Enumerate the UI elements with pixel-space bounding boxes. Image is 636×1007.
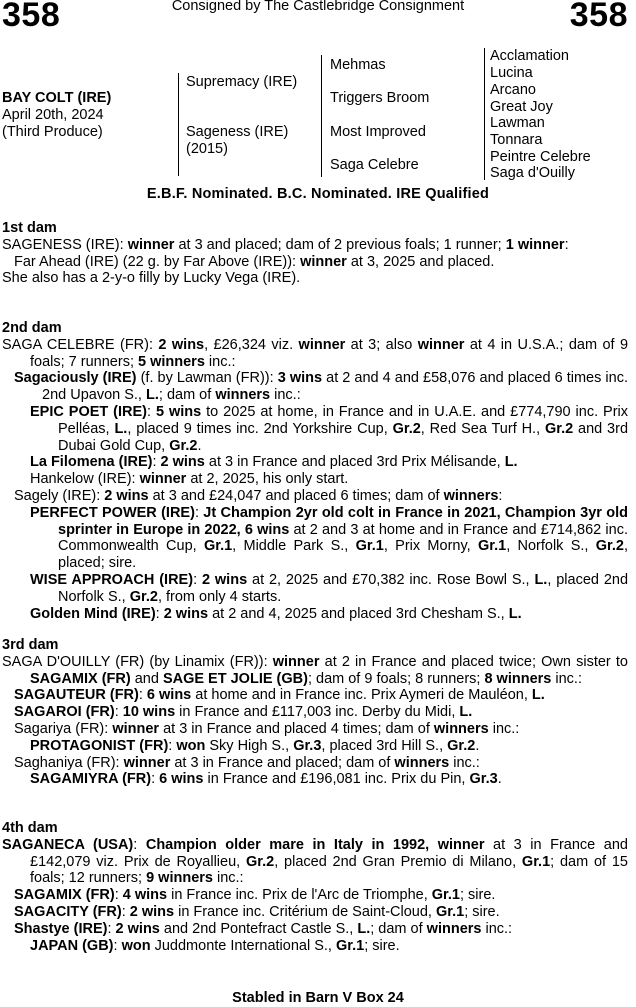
third-dam-grandchild-sagamiyra: SAGAMIYRA (FR): 6 wins in France and £196,081 inc. Prix du Pin, Gr.3. xyxy=(30,771,502,788)
pedigree-gen4-8: Saga d'Ouilly xyxy=(490,165,575,181)
second-dam-grandchild-golden-mind: Golden Mind (IRE): 2 wins at 2 and 4, 2025 and placed 3rd Chesham S., L. xyxy=(30,605,522,622)
pedigree-gen4-2: Lucina xyxy=(490,65,533,81)
first-dam-heading: 1st dam xyxy=(2,220,57,236)
fourth-dam-produce-sagamix: SAGAMIX (FR): 4 wins in France inc. Prix de l'Arc de Triomphe, Gr.1; sire. xyxy=(14,887,496,904)
pedigree-dam-year: (2015) xyxy=(186,141,228,157)
third-dam-section xyxy=(2,637,628,788)
second-dam-grandchild-wise-approach: WISE APPROACH (IRE): 2 wins at 2, 2025 and £70,382 inc. Rose Bowl S., L., placed 2nd Norfolk S., Gr.2, from only 4 starts. xyxy=(30,571,629,605)
second-dam-grandchild-la-filomena: La Filomena (IRE): 2 wins at 3 in France and placed 3rd Prix Mélisande, L. xyxy=(30,454,518,471)
third-dam-produce-sagauteur: SAGAUTEUR (FR): 6 wins at home and in France inc. Prix Aymeri de Mauléon, L. xyxy=(14,687,545,704)
third-dam-heading: 3rd dam xyxy=(2,637,59,653)
second-dam-grandchild-hankelow: Hankelow (IRE): winner at 2, 2025, his only start. xyxy=(30,471,349,488)
pedigree-bracket-2 xyxy=(321,55,322,177)
pedigree-gen4-4: Great Joy xyxy=(490,99,553,115)
pedigree-gen3-4: Saga Celebre xyxy=(330,157,419,173)
second-dam-produce-sagaciously: Sagaciously (IRE) (f. by Lawman (FR)): 3 wins at 2 and 4 and £58,076 and placed 6 times inc. 2nd Upavon S., L.; dam of winners inc.: xyxy=(14,370,628,404)
pedigree-gen3-2: Triggers Broom xyxy=(330,90,430,106)
nominations-line: E.B.F. Nominated. B.C. Nominated. IRE Qualified xyxy=(146,186,490,202)
third-dam-produce-sagariya: Sagariya (FR): winner at 3 in France and placed 4 times; dam of winners inc.: xyxy=(14,720,520,737)
produce-note: (Third Produce) xyxy=(2,124,103,140)
third-dam-produce-sagaroi: SAGAROI (FR): 10 wins in France and £117,003 inc. Derby du Midi, L. xyxy=(14,704,473,721)
second-dam-heading: 2nd dam xyxy=(2,320,62,336)
pedigree-sire: Supremacy (IRE) xyxy=(186,74,298,90)
first-dam-summary: SAGENESS (IRE): winner at 3 and placed; dam of 2 previous foals; 1 runner; 1 winner: xyxy=(2,236,569,253)
pedigree-gen4-3: Arcano xyxy=(490,82,536,98)
fourth-dam-produce-sagacity: SAGACITY (FR): 2 wins in France inc. Critérium de Saint-Cloud, Gr.1; sire. xyxy=(14,903,500,920)
fourth-dam-summary: SAGANECA (USA): Champion older mare in Italy in 1992, winner at 3 in France and £142,079 viz. Prix de Royallieu, Gr.2, placed 2nd Gran Premio di Milano, Gr.1; dam of 15 foals; 12 runners; 9 winners inc.: xyxy=(2,836,628,887)
third-dam-produce-saghaniya: Saghaniya (FR): winner at 3 in France and placed; dam of winners inc.: xyxy=(14,754,480,771)
pedigree-dam: Sageness (IRE) xyxy=(186,124,289,140)
first-dam-section xyxy=(2,220,628,287)
pedigree-gen4-5: Lawman xyxy=(490,115,545,131)
lot-number-right: 358 xyxy=(569,0,628,34)
fourth-dam-produce-shastye: Shastye (IRE): 2 wins and 2nd Pontefract Castle S., L.; dam of winners inc.: xyxy=(14,920,513,937)
foaling-date: April 20th, 2024 xyxy=(2,107,104,123)
first-dam-produce-note: She also has a 2-y-o filly by Lucky Vega (IRE). xyxy=(2,270,301,287)
horse-name: BAY COLT (IRE) xyxy=(2,90,112,106)
first-dam-produce-1: Far Ahead (IRE) (22 g. by Far Above (IRE)): winner at 3, 2025 and placed. xyxy=(14,253,495,270)
pedigree-bracket-3 xyxy=(484,48,485,180)
pedigree-gen3-3: Most Improved xyxy=(330,124,426,140)
pedigree-gen3-1: Mehmas xyxy=(330,57,386,73)
fourth-dam-grandchild-japan: JAPAN (GB): won Juddmonte International S., Gr.1; sire. xyxy=(30,937,400,954)
fourth-dam-heading: 4th dam xyxy=(2,820,58,836)
second-dam-produce-sagely: Sagely (IRE): 2 wins at 3 and £24,047 and placed 6 times; dam of winners: xyxy=(14,487,503,504)
fourth-dam-section xyxy=(2,820,628,954)
pedigree-bracket-1 xyxy=(178,73,179,176)
second-dam-section xyxy=(2,320,628,622)
lot-number-left: 358 xyxy=(2,0,61,34)
third-dam-grandchild-protagonist: PROTAGONIST (FR): won Sky High S., Gr.3, placed 3rd Hill S., Gr.2. xyxy=(30,737,480,754)
pedigree-gen4-6: Tonnara xyxy=(490,132,543,148)
second-dam-grandson-perfect-power: PERFECT POWER (IRE): Jt Champion 2yr old colt in France in 2021, Champion 3yr old sprinter in Europe in 2022, 6 wins at 2 and 3 at home and in France and £714,862 inc. Commonwealth Cup, Gr.1, Middle Park S., Gr.1, Prix Morny, Gr.1, Norfolk S., Gr.2, placed; sire. xyxy=(30,504,628,572)
pedigree-gen4-1: Acclamation xyxy=(490,48,569,64)
second-dam-summary: SAGA CELEBRE (FR): 2 wins, £26,324 viz. winner at 3; also winner at 4 in U.S.A.; dam of 9 foals; 7 runners; 5 winners inc.: xyxy=(2,336,629,370)
consignor-line: Consigned by The Castlebridge Consignment xyxy=(171,0,465,14)
pedigree-gen4-7: Peintre Celebre xyxy=(490,149,591,165)
second-dam-grandson-epic-poet: EPIC POET (IRE): 5 wins to 2025 at home, in France and in U.A.E. and £774,790 inc. Prix Pelléas, L., placed 9 times inc. 2nd Yorkshire Cup, Gr.2, Red Sea Turf H., Gr.2 and 3rd Dubai Gold Cup, Gr.2. xyxy=(30,403,629,454)
stabling-footer: Stabled in Barn V Box 24 xyxy=(232,990,404,1006)
third-dam-summary: SAGA D'OUILLY (FR) (by Linamix (FR)): winner at 2 in France and placed twice; Own sister to SAGAMIX (FR) and SAGE ET JOLIE (GB); dam of 9 foals; 8 runners; 8 winners inc.: xyxy=(2,653,628,687)
